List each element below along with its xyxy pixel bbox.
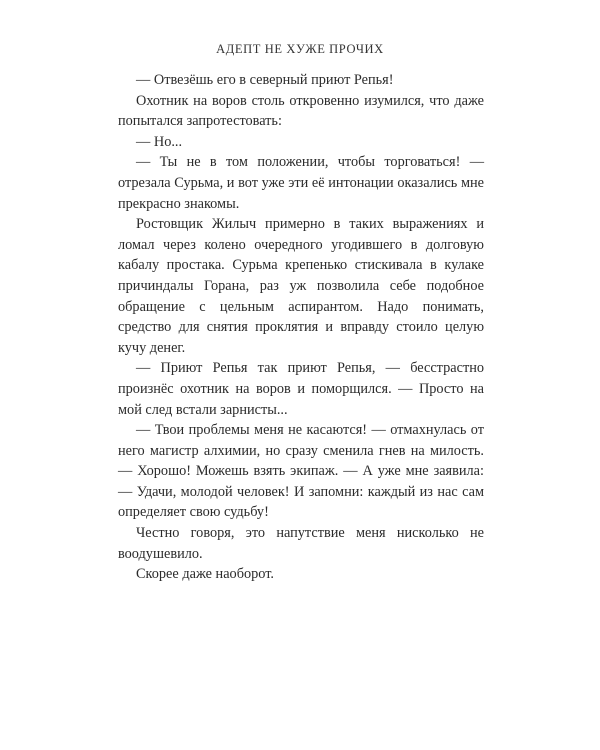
paragraph: — Но... <box>136 133 183 150</box>
running-head: АДЕПТ НЕ ХУЖЕ ПРОЧИХ <box>216 42 384 56</box>
paragraph: Ростовщик Жилыч примерно в таких выражениях и ломал через колено очередного угодившего в долговую кабалу простака. Сурьма крепенько стискивала в кулаке причиндалы Горана, раз уж позволила себе подобное обращение с цельным аспирантом. Надо понимать, средство для снятия проклятия и вправду стоило целую кучу денег. <box>118 216 484 356</box>
paragraph: Охотник на воров столь откровенно изумился, что даже попытался запротестовать: <box>118 92 484 130</box>
paragraph: — Твои проблемы меня не касаются! — отмахнулась от него магистр алхимии, но сразу сменила гнев на милость. — Хорошо! Можешь взять экипаж. — А уже мне заявила: — Удачи, молодой человек! И запомни: каждый из нас сам определяет свою судьбу! <box>118 422 484 521</box>
paragraph: Скорее даже наоборот. <box>136 566 274 583</box>
paragraph: — Ты не в том положении, чтобы торговаться! — отрезала Сурьма, и вот уже эти её интонации оказались мне прекрасно знакомы. <box>118 154 484 212</box>
paragraph: — Отвезёшь его в северный приют Репья! <box>136 72 394 88</box>
paragraph: Честно говоря, это напутствие меня нисколько не воодушевило. <box>118 525 484 562</box>
paragraph: — Приют Репья так приют Репья, — бесстрастно произнёс охотник на воров и поморщился. — Просто на мой след встали зарнисты... <box>118 360 484 418</box>
body-text <box>118 70 484 585</box>
